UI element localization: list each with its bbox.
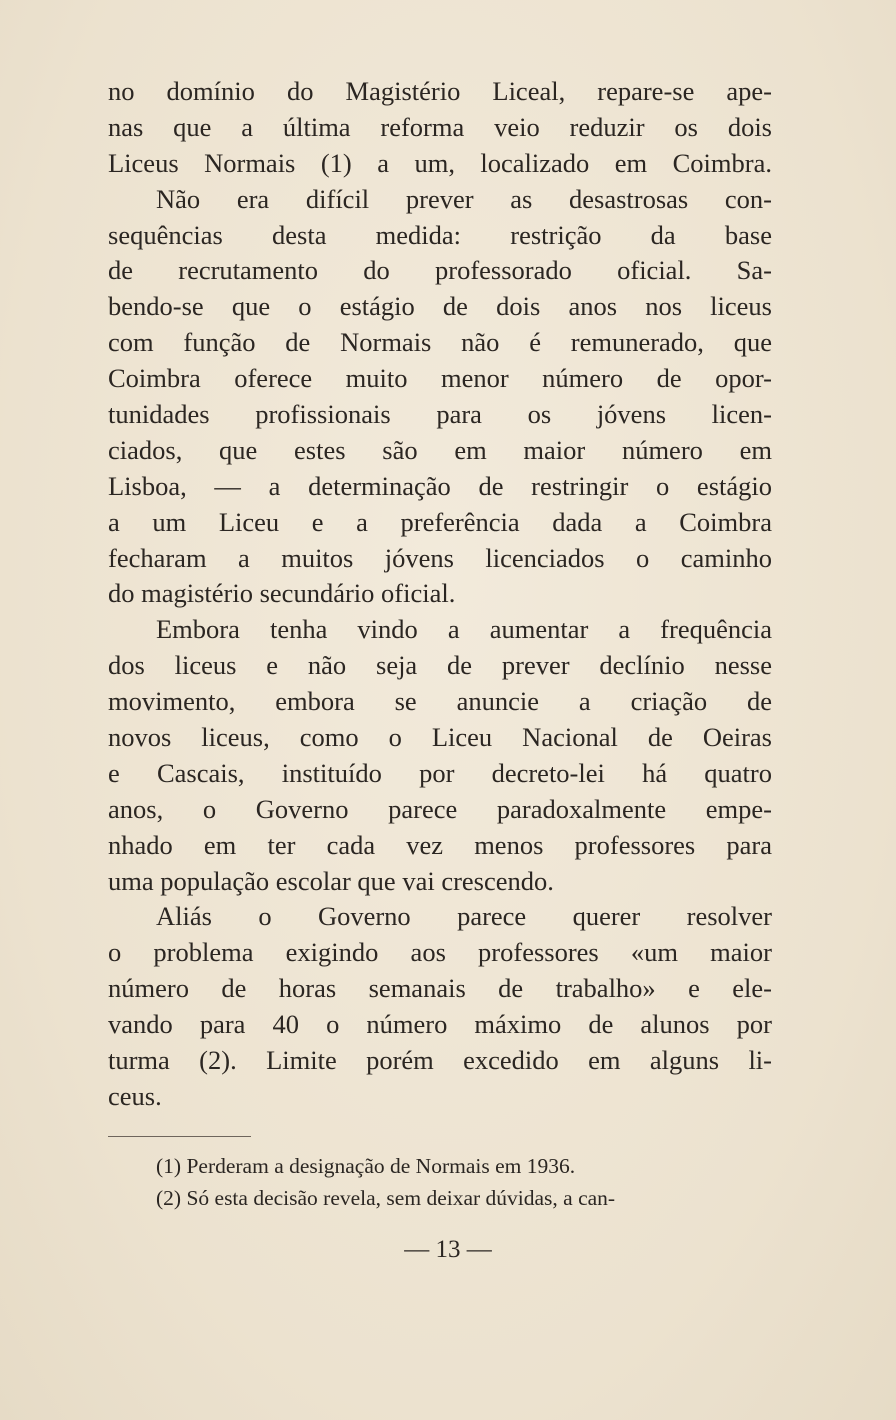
footnote-1: (1) Perderam a designação de Normais em 1936. bbox=[156, 1154, 576, 1178]
text-line: dos liceus e não seja de prever declínio nesse bbox=[108, 650, 772, 681]
text-line: no domínio do Magistério Liceal, repare-se ape- bbox=[108, 76, 772, 106]
paragraph-start-line: Não era difícil prever as desastrosas con- bbox=[156, 183, 772, 214]
paragraph-start-line: Embora tenha vindo a aumentar a frequência bbox=[156, 614, 772, 645]
text-line: a um Liceu e a preferência dada a Coimbra bbox=[108, 506, 772, 537]
body-text bbox=[108, 74, 772, 1115]
text-line: sequências desta medida: restrição da base bbox=[108, 219, 772, 250]
page-number: — 13 — bbox=[404, 1236, 492, 1263]
text-line: movimento, embora se anuncie a criação de bbox=[108, 686, 772, 717]
text-line: fecharam a muitos jóvens licenciados o caminho bbox=[108, 542, 772, 573]
text-line: anos, o Governo parece paradoxalmente empe- bbox=[108, 793, 772, 824]
text-line: nhado em ter cada vez menos professores para bbox=[108, 829, 772, 860]
paragraph-start-line: Aliás o Governo parece querer resolver bbox=[156, 901, 772, 932]
text-line: ciados, que estes são em maior número em bbox=[108, 434, 772, 465]
paragraph-end-line: uma população escolar que vai crescendo. bbox=[108, 865, 554, 896]
text-line: vando para 40 o número máximo de alunos por bbox=[108, 1009, 772, 1040]
text-line: e Cascais, instituído por decreto-lei há quatro bbox=[108, 757, 772, 788]
text-line: de recrutamento do professorado oficial. Sa- bbox=[108, 255, 772, 286]
text-line: Lisboa, — a determinação de restringir o estágio bbox=[108, 470, 772, 501]
text-line: novos liceus, como o Liceu Nacional de Oeiras bbox=[108, 722, 772, 753]
text-line: tunidades profissionais para os jóvens licen- bbox=[108, 399, 772, 430]
text-line: Liceus Normais (1) a um, localizado em Coimbra. bbox=[108, 147, 772, 178]
text-line: número de horas semanais de trabalho» e ele- bbox=[108, 973, 772, 1004]
footnotes bbox=[156, 1150, 768, 1214]
text-line: nas que a última reforma veio reduzir os dois bbox=[108, 111, 772, 142]
text-line: o problema exigindo aos professores «um maior bbox=[108, 937, 772, 968]
paragraph-end-line: do magistério secundário oficial. bbox=[108, 578, 456, 609]
text-line: com função de Normais não é remunerado, que bbox=[108, 327, 772, 358]
text-line: turma (2). Limite porém excedido em alguns li- bbox=[108, 1045, 772, 1076]
paragraph-end-line: ceus. bbox=[108, 1080, 162, 1111]
text-line: Coimbra oferece muito menor número de opor- bbox=[108, 363, 772, 394]
text-line: bendo-se que o estágio de dois anos nos liceus bbox=[108, 291, 772, 322]
footnote-separator bbox=[108, 1136, 251, 1137]
footnote-2: (2) Só esta decisão revela, sem deixar dúvidas, a can- bbox=[156, 1186, 616, 1210]
